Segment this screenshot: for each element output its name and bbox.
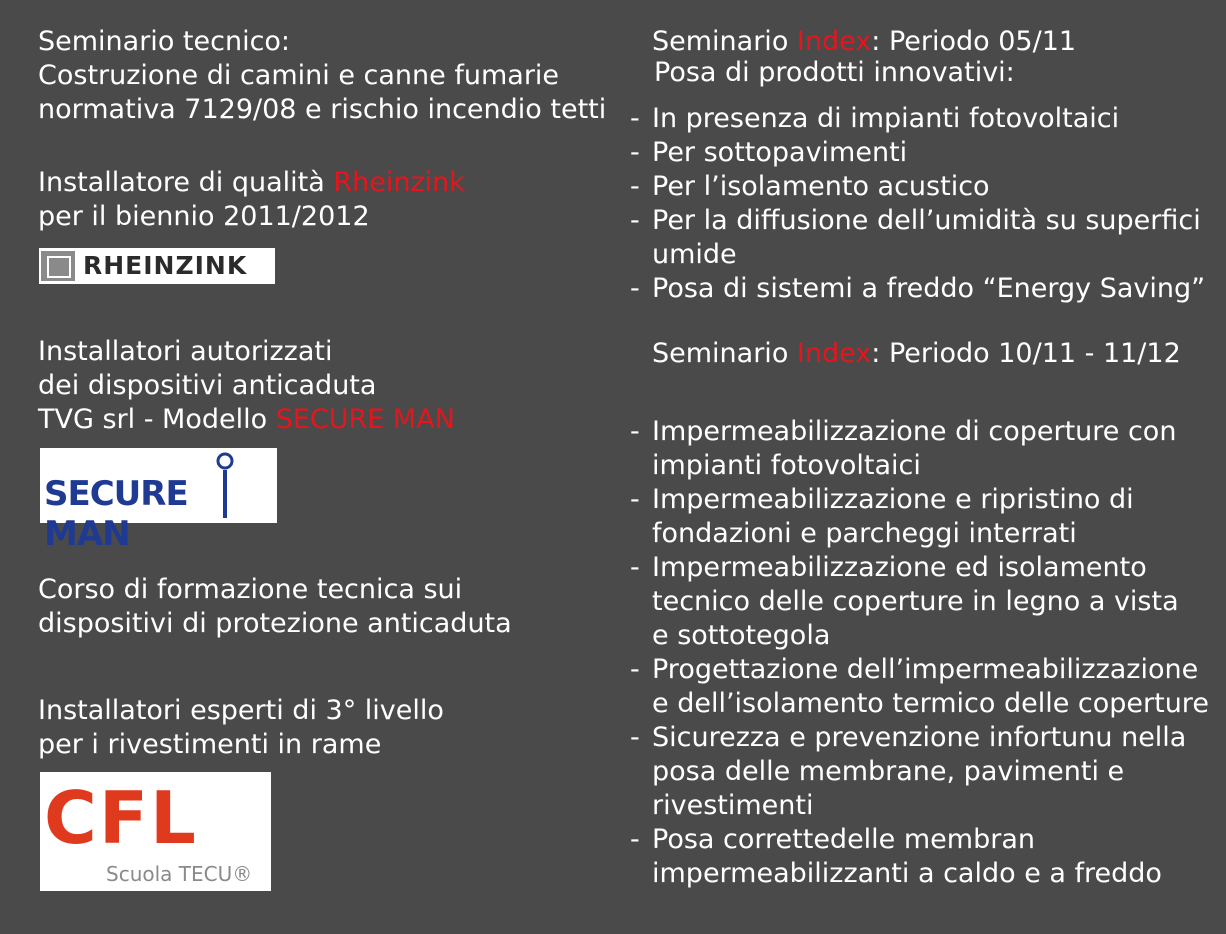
installers-brand: SECURE MAN: [275, 404, 455, 435]
list-item: - Posa correttedelle membran impermeabilizzanti a caldo e a freddo: [630, 824, 1162, 889]
seminar-line: normativa 7129/08 e rischio incendio tetti: [38, 94, 607, 125]
list-item: - Per sottopavimenti: [630, 137, 908, 168]
list-item: - Progettazione dell’impermeabilizzazione e dell’isolamento termico delle coperture: [630, 654, 1209, 719]
seminar-index-title-1: [652, 25, 1076, 59]
secure-man-logo-text: SECURE MAN: [44, 474, 188, 554]
list-item: - Impermeabilizzazione di coperture con impianti fotovoltaici: [630, 416, 1177, 481]
seminar-line: Costruzione di camini e canne fumarie: [38, 60, 560, 91]
expert-block: [38, 694, 444, 762]
course-line: Corso di formazione tecnica sui: [38, 574, 463, 605]
seminar2-prefix: Seminario: [652, 338, 797, 369]
cfl-logo-subtitle: Scuola TECU®: [106, 862, 253, 886]
course-line: dispositivi di protezione anticaduta: [38, 608, 512, 639]
list-item: - Impermeabilizzazione e ripristino di fondazioni e parcheggi interrati: [630, 484, 1134, 549]
rheinzink-prefix: Installatore di qualità: [38, 167, 334, 198]
installers-line1: Installatori autorizzati: [38, 336, 333, 367]
cfl-logo-text: CFL: [44, 776, 198, 860]
rheinzink-mark-icon: [41, 251, 75, 281]
expert-line: Installatori esperti di 3° livello: [38, 695, 444, 726]
seminar2-list: [630, 415, 1209, 891]
seminar1-prefix: Seminario: [652, 26, 797, 57]
seminar2-suffix: : Periodo 10/11 - 11/12: [871, 338, 1181, 369]
course-block: [38, 573, 512, 641]
installers-block: [38, 335, 455, 437]
installers-prefix: TVG srl - Modello: [38, 404, 276, 435]
list-item: - Per l’isolamento acustico: [630, 171, 990, 202]
seminar-index-title-2: [652, 337, 1181, 371]
rheinzink-brand: Rheinzink: [333, 167, 465, 198]
rheinzink-line2: per il biennio 2011/2012: [38, 201, 370, 232]
list-item: - Per la diffusione dell’umidità su superfici umide: [630, 205, 1201, 270]
list-item: - Sicurezza e prevenzione infortunu nella posa delle membrane, pavimenti e rivestimenti: [630, 722, 1187, 821]
list-item: - Impermeabilizzazione ed isolamento tecnico delle coperture in legno a vista e sottotegola: [630, 552, 1179, 651]
installers-line3: [38, 403, 455, 437]
list-item: - In presenza di impianti fotovoltaici: [630, 103, 1120, 134]
seminar1-list: [630, 102, 1205, 306]
seminar-line: Seminario tecnico:: [38, 26, 291, 57]
expert-line: per i rivestimenti in rame: [38, 729, 382, 760]
rheinzink-block: [38, 166, 465, 234]
cfl-logo: [40, 772, 271, 891]
seminar-index-subtitle-1: Posa di prodotti innovativi:: [654, 57, 1015, 88]
rheinzink-logo: [39, 248, 275, 284]
rheinzink-line1: [38, 166, 465, 200]
seminar1-suffix: : Periodo 05/11: [871, 26, 1077, 57]
list-item: - Posa di sistemi a freddo “Energy Saving”: [630, 273, 1206, 304]
installers-line2: dei dispositivi anticaduta: [38, 370, 377, 401]
secure-man-logo: [40, 448, 277, 554]
seminar2-brand: Index: [796, 338, 872, 369]
secure-man-figure-icon: [210, 451, 240, 521]
rheinzink-logo-text: RHEINZINK: [83, 251, 248, 280]
seminar1-brand: Index: [796, 26, 872, 57]
seminar-block: [38, 25, 606, 127]
